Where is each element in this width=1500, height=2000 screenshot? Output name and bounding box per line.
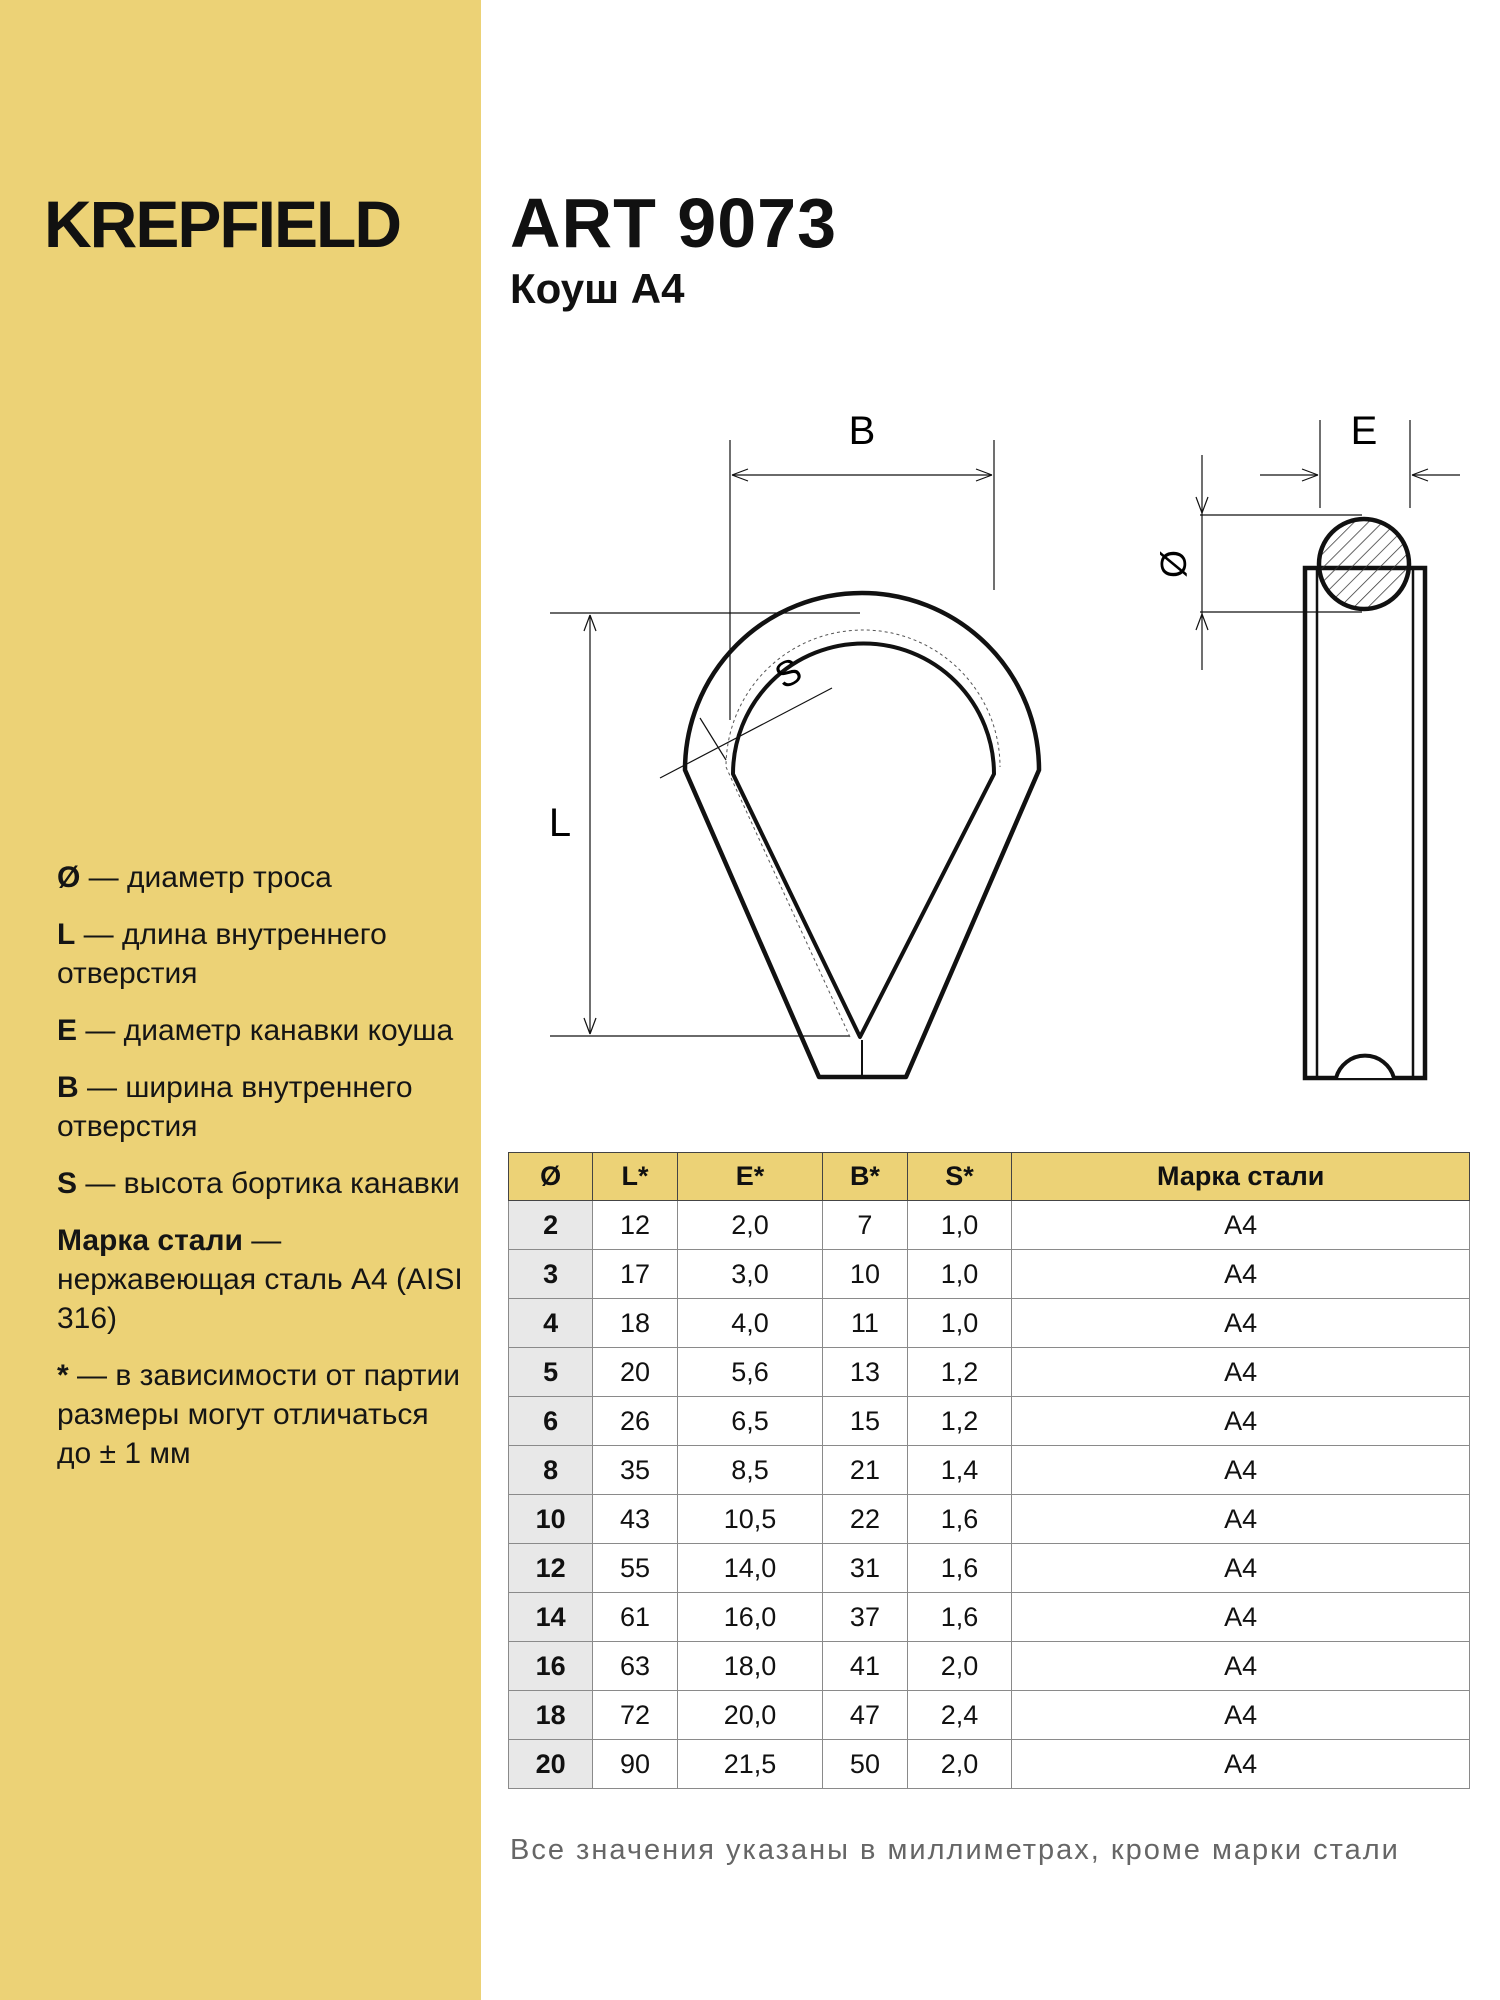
legend-term: * bbox=[57, 1359, 69, 1392]
col-header: S* bbox=[907, 1153, 1012, 1201]
table-cell: 10,5 bbox=[677, 1495, 823, 1544]
legend-term: Марка стали bbox=[57, 1224, 243, 1257]
table-cell: 20 bbox=[593, 1348, 677, 1397]
table-cell: 18 bbox=[593, 1299, 677, 1348]
page-title: ART 9073 bbox=[510, 184, 838, 262]
table-row bbox=[509, 1593, 1470, 1642]
legend-term: B bbox=[57, 1071, 79, 1104]
table-cell: 35 bbox=[593, 1446, 677, 1495]
table-cell: 1,0 bbox=[907, 1201, 1012, 1250]
legend-item bbox=[57, 915, 467, 993]
table-cell: A4 bbox=[1012, 1642, 1470, 1691]
table-row bbox=[509, 1250, 1470, 1299]
table-cell: 1,4 bbox=[907, 1446, 1012, 1495]
table-row bbox=[509, 1691, 1470, 1740]
table-cell: A4 bbox=[1012, 1740, 1470, 1789]
label-e: E bbox=[1350, 409, 1378, 453]
table-cell: 20,0 bbox=[677, 1691, 823, 1740]
table-row bbox=[509, 1348, 1470, 1397]
table-cell: 1,6 bbox=[907, 1544, 1012, 1593]
units-footnote: Все значения указаны в миллиметрах, кроме марки стали bbox=[510, 1834, 1400, 1866]
col-header: Ø bbox=[509, 1153, 593, 1201]
table-cell: A4 bbox=[1012, 1691, 1470, 1740]
table-cell: 18,0 bbox=[677, 1642, 823, 1691]
table-cell: 43 bbox=[593, 1495, 677, 1544]
table-cell: 1,0 bbox=[907, 1299, 1012, 1348]
table-cell: 5,6 bbox=[677, 1348, 823, 1397]
table-row bbox=[509, 1495, 1470, 1544]
legend-desc: — нержавеющая сталь А4 (AISI 316) bbox=[57, 1224, 463, 1335]
table-cell: 4 bbox=[509, 1299, 593, 1348]
table-cell: 21 bbox=[823, 1446, 907, 1495]
table-cell: 15 bbox=[823, 1397, 907, 1446]
table-cell: 2,0 bbox=[907, 1740, 1012, 1789]
table-cell: A4 bbox=[1012, 1250, 1470, 1299]
thimble-drawing bbox=[500, 400, 1460, 1120]
page-subtitle: Коуш А4 bbox=[510, 265, 685, 312]
legend-desc: — диаметр канавки коуша bbox=[77, 1014, 454, 1047]
table-cell: 72 bbox=[593, 1691, 677, 1740]
table-cell: 3 bbox=[509, 1250, 593, 1299]
table-cell: 18 bbox=[509, 1691, 593, 1740]
legend-desc: — ширина внутреннего отверстия bbox=[57, 1071, 413, 1143]
table-cell: 1,6 bbox=[907, 1495, 1012, 1544]
table-row bbox=[509, 1642, 1470, 1691]
table-cell: 22 bbox=[823, 1495, 907, 1544]
table-cell: 16 bbox=[509, 1642, 593, 1691]
spec-table bbox=[508, 1152, 1470, 1789]
legend-item bbox=[57, 1356, 467, 1473]
table-cell: 1,2 bbox=[907, 1348, 1012, 1397]
table-body bbox=[509, 1201, 1470, 1789]
table-cell: 1,2 bbox=[907, 1397, 1012, 1446]
table-cell: 11 bbox=[823, 1299, 907, 1348]
legend-item bbox=[57, 1068, 467, 1146]
table-cell: 6 bbox=[509, 1397, 593, 1446]
table-cell: 12 bbox=[509, 1544, 593, 1593]
table-cell: 8,5 bbox=[677, 1446, 823, 1495]
table-cell: A4 bbox=[1012, 1348, 1470, 1397]
table-cell: 26 bbox=[593, 1397, 677, 1446]
table-cell: 50 bbox=[823, 1740, 907, 1789]
table-cell: A4 bbox=[1012, 1593, 1470, 1642]
legend-term: E bbox=[57, 1014, 78, 1047]
legend-term: Ø bbox=[57, 861, 81, 894]
table-row bbox=[509, 1299, 1470, 1348]
table-cell: 8 bbox=[509, 1446, 593, 1495]
table-header-row bbox=[509, 1153, 1470, 1201]
table-cell: 90 bbox=[593, 1740, 677, 1789]
legend-term: S bbox=[57, 1167, 78, 1200]
table-cell: 41 bbox=[823, 1642, 907, 1691]
table-row bbox=[509, 1740, 1470, 1789]
table-cell: 14,0 bbox=[677, 1544, 823, 1593]
table-cell: 16,0 bbox=[677, 1593, 823, 1642]
table-cell: 31 bbox=[823, 1544, 907, 1593]
table-cell: 61 bbox=[593, 1593, 677, 1642]
legend bbox=[57, 858, 467, 1491]
table-cell: 1,6 bbox=[907, 1593, 1012, 1642]
table-cell: A4 bbox=[1012, 1495, 1470, 1544]
table-cell: 7 bbox=[823, 1201, 907, 1250]
legend-item bbox=[57, 858, 467, 897]
legend-item bbox=[57, 1011, 467, 1050]
table-cell: A4 bbox=[1012, 1201, 1470, 1250]
legend-item bbox=[57, 1221, 467, 1338]
table-cell: 4,0 bbox=[677, 1299, 823, 1348]
table-cell: 2,0 bbox=[907, 1642, 1012, 1691]
col-header: Марка стали bbox=[1012, 1153, 1470, 1201]
legend-desc: — длина внутреннего отверстия bbox=[57, 918, 387, 990]
table-cell: 10 bbox=[823, 1250, 907, 1299]
label-b: B bbox=[848, 409, 876, 453]
table-cell: 47 bbox=[823, 1691, 907, 1740]
table-cell: 2,4 bbox=[907, 1691, 1012, 1740]
legend-desc: — в зависимости от партии размеры могут отличаться до ± 1 мм bbox=[57, 1359, 460, 1470]
table-cell: 55 bbox=[593, 1544, 677, 1593]
label-s: S bbox=[767, 649, 809, 697]
table-cell: 14 bbox=[509, 1593, 593, 1642]
table-cell: 12 bbox=[593, 1201, 677, 1250]
table-row bbox=[509, 1544, 1470, 1593]
table-cell: A4 bbox=[1012, 1544, 1470, 1593]
table-cell: 21,5 bbox=[677, 1740, 823, 1789]
table-cell: 1,0 bbox=[907, 1250, 1012, 1299]
col-header: B* bbox=[823, 1153, 907, 1201]
table-cell: A4 bbox=[1012, 1446, 1470, 1495]
table-cell: 3,0 bbox=[677, 1250, 823, 1299]
table-cell: 6,5 bbox=[677, 1397, 823, 1446]
table-cell: 2 bbox=[509, 1201, 593, 1250]
table-cell: A4 bbox=[1012, 1299, 1470, 1348]
table-row bbox=[509, 1397, 1470, 1446]
table-cell: 63 bbox=[593, 1642, 677, 1691]
sidebar-panel bbox=[0, 0, 481, 2000]
legend-item bbox=[57, 1164, 467, 1203]
table-cell: 2,0 bbox=[677, 1201, 823, 1250]
table-cell: A4 bbox=[1012, 1397, 1470, 1446]
legend-desc: — высота бортика канавки bbox=[77, 1167, 460, 1200]
col-header: E* bbox=[677, 1153, 823, 1201]
label-diameter: Ø bbox=[1153, 549, 1194, 579]
table-cell: 10 bbox=[509, 1495, 593, 1544]
legend-term: L bbox=[57, 918, 76, 951]
brand-logo: KREPFIELD bbox=[44, 187, 401, 261]
table-cell: 5 bbox=[509, 1348, 593, 1397]
table-cell: 17 bbox=[593, 1250, 677, 1299]
table-row bbox=[509, 1201, 1470, 1250]
col-header: L* bbox=[593, 1153, 677, 1201]
label-l: L bbox=[548, 801, 572, 845]
table-cell: 13 bbox=[823, 1348, 907, 1397]
table-row bbox=[509, 1446, 1470, 1495]
table-cell: 37 bbox=[823, 1593, 907, 1642]
legend-desc: — диаметр троса bbox=[80, 861, 332, 894]
table-cell: 20 bbox=[509, 1740, 593, 1789]
